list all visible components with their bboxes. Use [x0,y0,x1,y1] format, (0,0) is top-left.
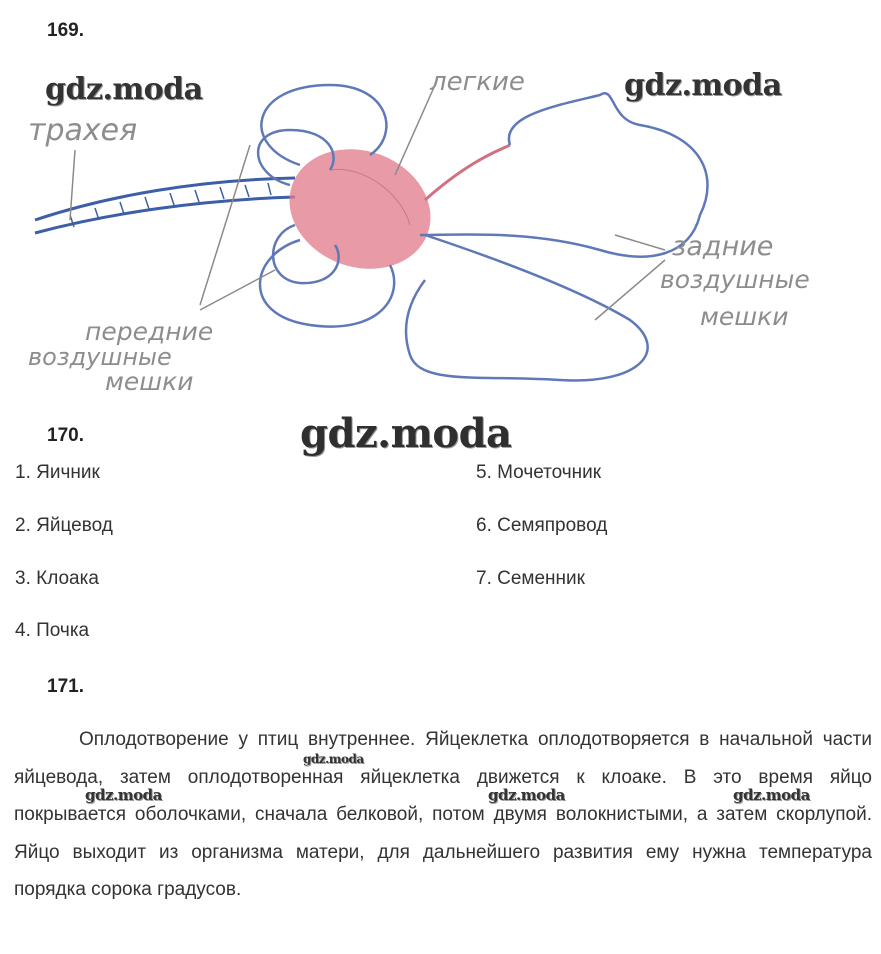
posterior-air-sacs-label-line2: воздушные [660,265,810,294]
section-number-169: 169. [47,20,84,41]
list-item: 1. Яичник [15,462,100,483]
posterior-air-sacs-drawing [406,93,708,380]
watermark: gdz.moda [85,786,162,804]
answer-text-171: Оплодотворение у птиц внутреннее. Яйцеклетка оплодотворяется в начальной части яйцевода, затем оплодотворенная яйцеклетка движется к клоаке. В это время яйцо покрывается оболочками, сначала белковой, потом двумя волокнистыми, а затем скорлупой. Яйцо выходит из организма матери, для дальнейшего развития ему нужна температура порядка сорока градусов. [14,729,872,901]
trachea-drawing [35,178,295,233]
answer-paragraph-171 [14,721,872,909]
list-item: 3. Клоака [15,568,99,589]
list-item: 5. Мочеточник [476,462,602,483]
anterior-air-sacs-label-line2: воздушные [28,343,172,371]
lung-drawing [273,130,510,288]
list-item: 7. Семенник [476,568,585,589]
watermark: gdz.moda [733,786,810,804]
list-item: 6. Семяпровод [476,515,608,536]
lungs-label: легкие [430,67,525,97]
list-item: 2. Яйцевод [15,515,113,536]
posterior-air-sacs-label-line3: мешки [700,302,789,331]
anterior-air-sacs-label-line3: мешки [105,367,194,396]
section-number-171: 171. [47,676,84,697]
watermark: gdz.moda [300,410,512,457]
anterior-air-sacs-label-line1: передние [85,317,214,346]
watermark: gdz.moda [624,68,782,103]
posterior-air-sacs-label-line1: задние [672,231,774,262]
trachea-label: трахея [28,113,138,148]
watermark: gdz.moda [303,752,364,766]
list-item: 4. Почка [15,620,90,641]
watermark: gdz.moda [488,786,565,804]
watermark: gdz.moda [45,72,203,107]
section-number-170: 170. [47,425,84,446]
